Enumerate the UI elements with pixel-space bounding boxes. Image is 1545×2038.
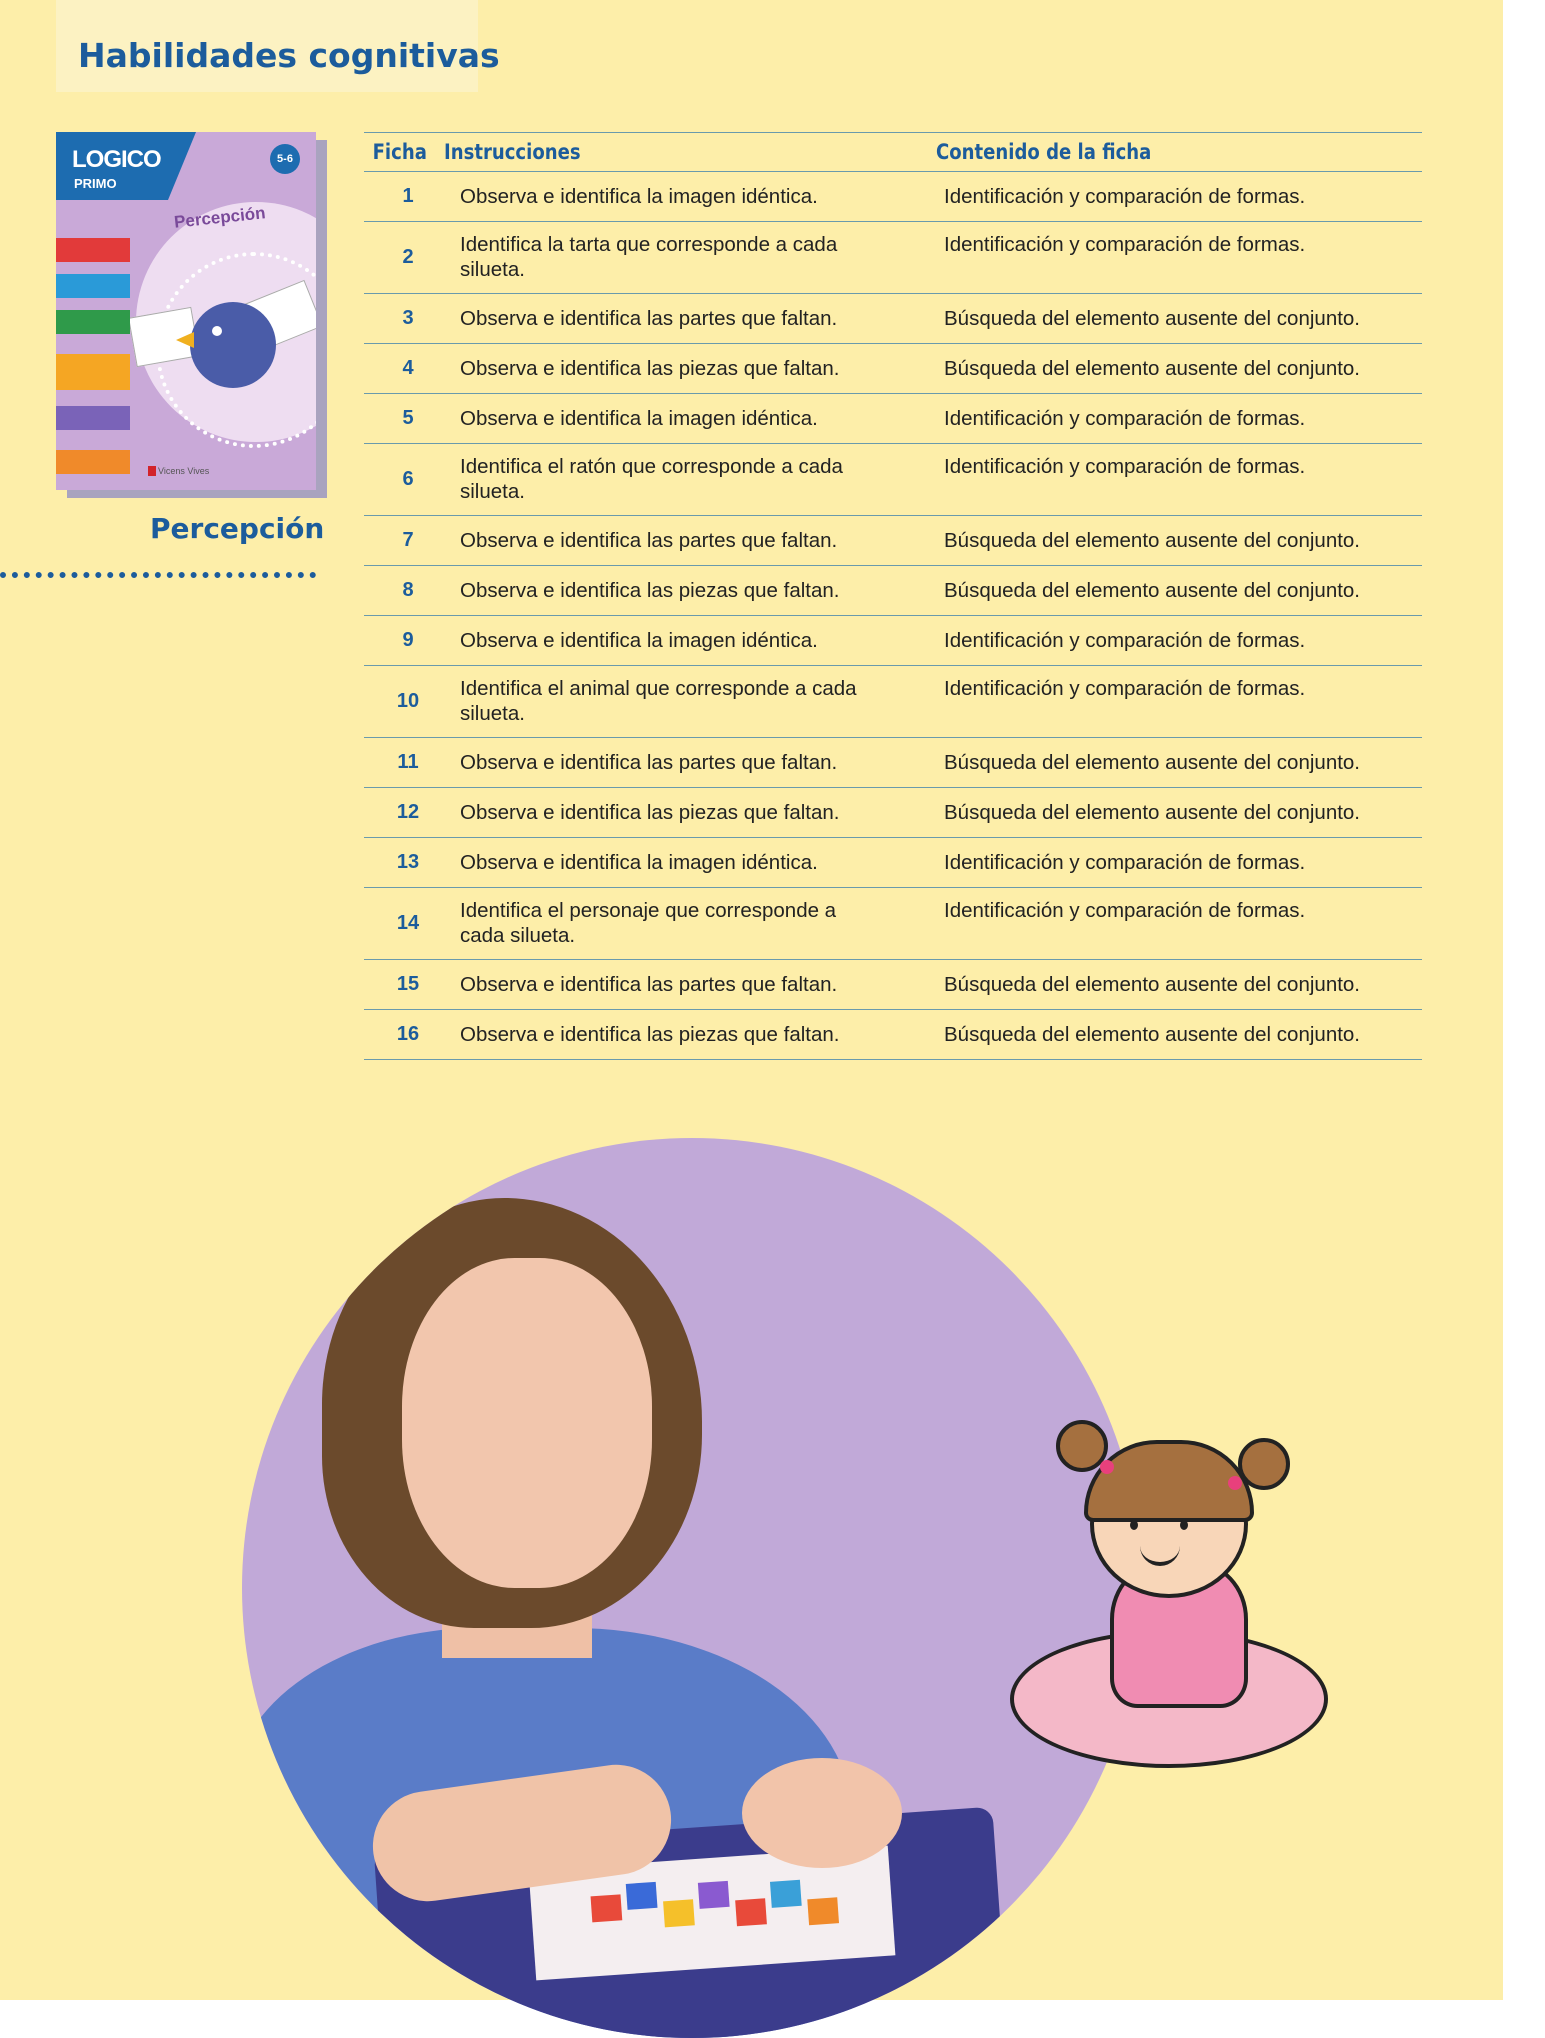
puzzle-tile xyxy=(626,1882,658,1910)
cell-ficha: 12 xyxy=(396,801,420,823)
table-row xyxy=(364,666,1422,738)
publisher-logo-icon xyxy=(148,466,156,476)
table-row xyxy=(364,294,1422,344)
cell-instrucciones: Identifica el ratón que corresponde a cada silueta. xyxy=(460,455,843,503)
table-row xyxy=(364,344,1422,394)
cell-contenido: Búsqueda del elemento ausente del conjunto. xyxy=(944,357,1361,380)
header-cell xyxy=(444,140,936,164)
bird-beak xyxy=(176,332,194,348)
table-row xyxy=(364,394,1422,444)
cell-ficha: 5 xyxy=(402,407,414,429)
cell-ficha: 6 xyxy=(402,468,414,490)
table-row xyxy=(364,516,1422,566)
cell-contenido: Identificación y comparación de formas. xyxy=(944,629,1306,652)
book-stripe xyxy=(56,274,130,298)
puzzle-tile xyxy=(591,1894,623,1922)
table-body xyxy=(364,172,1422,1060)
cell-contenido: Identificación y comparación de formas. xyxy=(944,185,1306,208)
cell-instrucciones: Observa e identifica las partes que faltan. xyxy=(460,307,838,330)
cartoon-bow xyxy=(1228,1476,1242,1490)
cell-ficha: 15 xyxy=(396,973,420,995)
header-instrucciones: Instrucciones xyxy=(444,140,581,164)
section-label: Percepción xyxy=(150,512,325,545)
table-row xyxy=(364,222,1422,294)
cell-instrucciones: Observa e identifica las piezas que faltan. xyxy=(460,579,840,602)
book-stripe xyxy=(56,354,130,390)
table-row xyxy=(364,838,1422,888)
dotted-divider xyxy=(0,572,316,578)
table-row xyxy=(364,888,1422,960)
cartoon-girl-illustration xyxy=(1000,1420,1340,1780)
cartoon-eye xyxy=(1180,1520,1188,1530)
cell-ficha: 16 xyxy=(396,1023,420,1045)
table-row xyxy=(364,1010,1422,1060)
cell-ficha: 9 xyxy=(402,629,414,651)
puzzle-tile xyxy=(770,1880,802,1908)
cell-instrucciones: Observa e identifica las piezas que faltan. xyxy=(460,1023,840,1046)
puzzle-tile xyxy=(698,1881,730,1909)
puzzle-tile xyxy=(735,1898,767,1926)
book-cover xyxy=(56,132,316,490)
table-row xyxy=(364,172,1422,222)
cell-contenido: Identificación y comparación de formas. xyxy=(944,851,1306,874)
book-publisher: Vicens Vives xyxy=(158,466,210,476)
header-cell xyxy=(936,140,1422,164)
cell-contenido: Búsqueda del elemento ausente del conjunto. xyxy=(944,973,1361,996)
cell-ficha: 10 xyxy=(396,690,420,712)
book-stripe xyxy=(56,238,130,262)
cell-ficha: 3 xyxy=(402,307,414,329)
cell-instrucciones: Observa e identifica la imagen idéntica. xyxy=(460,629,818,652)
cell-contenido: Identificación y comparación de formas. xyxy=(944,677,1306,700)
cell-ficha: 11 xyxy=(397,751,419,773)
book-age-badge: 5-6 xyxy=(270,144,300,174)
cell-instrucciones: Identifica el animal que corresponde a cada silueta. xyxy=(460,677,857,725)
page-title: Habilidades cognitivas xyxy=(78,36,500,75)
cell-instrucciones: Observa e identifica la imagen idéntica. xyxy=(460,851,818,874)
cell-ficha: 7 xyxy=(402,529,414,551)
table-header-row xyxy=(364,132,1422,172)
cell-contenido: Búsqueda del elemento ausente del conjunto. xyxy=(944,529,1361,552)
table-row xyxy=(364,738,1422,788)
bird-eye xyxy=(212,326,222,336)
cell-ficha: 8 xyxy=(402,579,414,601)
cell-contenido: Búsqueda del elemento ausente del conjunto. xyxy=(944,579,1361,602)
cell-ficha: 13 xyxy=(396,851,420,873)
photo-face xyxy=(402,1258,652,1588)
cell-instrucciones: Identifica la tarta que corresponde a cada silueta. xyxy=(460,233,838,281)
cell-contenido: Identificación y comparación de formas. xyxy=(944,455,1306,478)
cell-contenido: Búsqueda del elemento ausente del conjunto. xyxy=(944,307,1361,330)
cell-ficha: 14 xyxy=(396,912,420,934)
cartoon-eye xyxy=(1130,1520,1138,1530)
cell-instrucciones: Observa e identifica las partes que faltan. xyxy=(460,973,838,996)
cell-contenido: Identificación y comparación de formas. xyxy=(944,899,1306,922)
book-stripe xyxy=(56,450,130,474)
photo-hand xyxy=(742,1758,902,1868)
book-logo: LOGICO xyxy=(72,146,161,173)
book-stripe xyxy=(56,406,130,430)
cell-instrucciones: Observa e identifica las partes que faltan. xyxy=(460,751,838,774)
header-cell xyxy=(364,140,452,164)
table-row xyxy=(364,444,1422,516)
cartoon-bow xyxy=(1100,1460,1114,1474)
cell-contenido: Identificación y comparación de formas. xyxy=(944,407,1306,430)
book-stripe xyxy=(56,310,130,334)
puzzle-tile xyxy=(663,1899,695,1927)
bird-illustration-icon xyxy=(190,302,276,388)
cell-instrucciones: Observa e identifica las piezas que faltan. xyxy=(460,801,840,824)
cell-contenido: Búsqueda del elemento ausente del conjunto. xyxy=(944,1023,1361,1046)
table-row xyxy=(364,788,1422,838)
header-ficha: Ficha xyxy=(372,140,427,164)
cell-instrucciones: Identifica el personaje que corresponde a cada silueta. xyxy=(460,899,837,947)
table-row xyxy=(364,566,1422,616)
cell-instrucciones: Observa e identifica la imagen idéntica. xyxy=(460,407,818,430)
cell-instrucciones: Observa e identifica las partes que faltan. xyxy=(460,529,838,552)
table-row xyxy=(364,960,1422,1010)
book-sublogo: PRIMO xyxy=(74,176,117,191)
cell-ficha: 4 xyxy=(402,357,414,379)
cell-ficha: 2 xyxy=(402,246,414,268)
cell-contenido: Identificación y comparación de formas. xyxy=(944,233,1306,256)
ficha-table xyxy=(364,132,1422,1060)
book-cover-title: Percepción xyxy=(173,203,267,232)
cell-instrucciones: Observa e identifica la imagen idéntica. xyxy=(460,185,818,208)
header-contenido: Contenido de la ficha xyxy=(936,140,1152,164)
puzzle-tile xyxy=(807,1897,839,1925)
table-row xyxy=(364,616,1422,666)
cell-contenido: Búsqueda del elemento ausente del conjunto. xyxy=(944,751,1361,774)
cell-ficha: 1 xyxy=(402,185,414,207)
cell-instrucciones: Observa e identifica las piezas que faltan. xyxy=(460,357,840,380)
cell-contenido: Búsqueda del elemento ausente del conjunto. xyxy=(944,801,1361,824)
